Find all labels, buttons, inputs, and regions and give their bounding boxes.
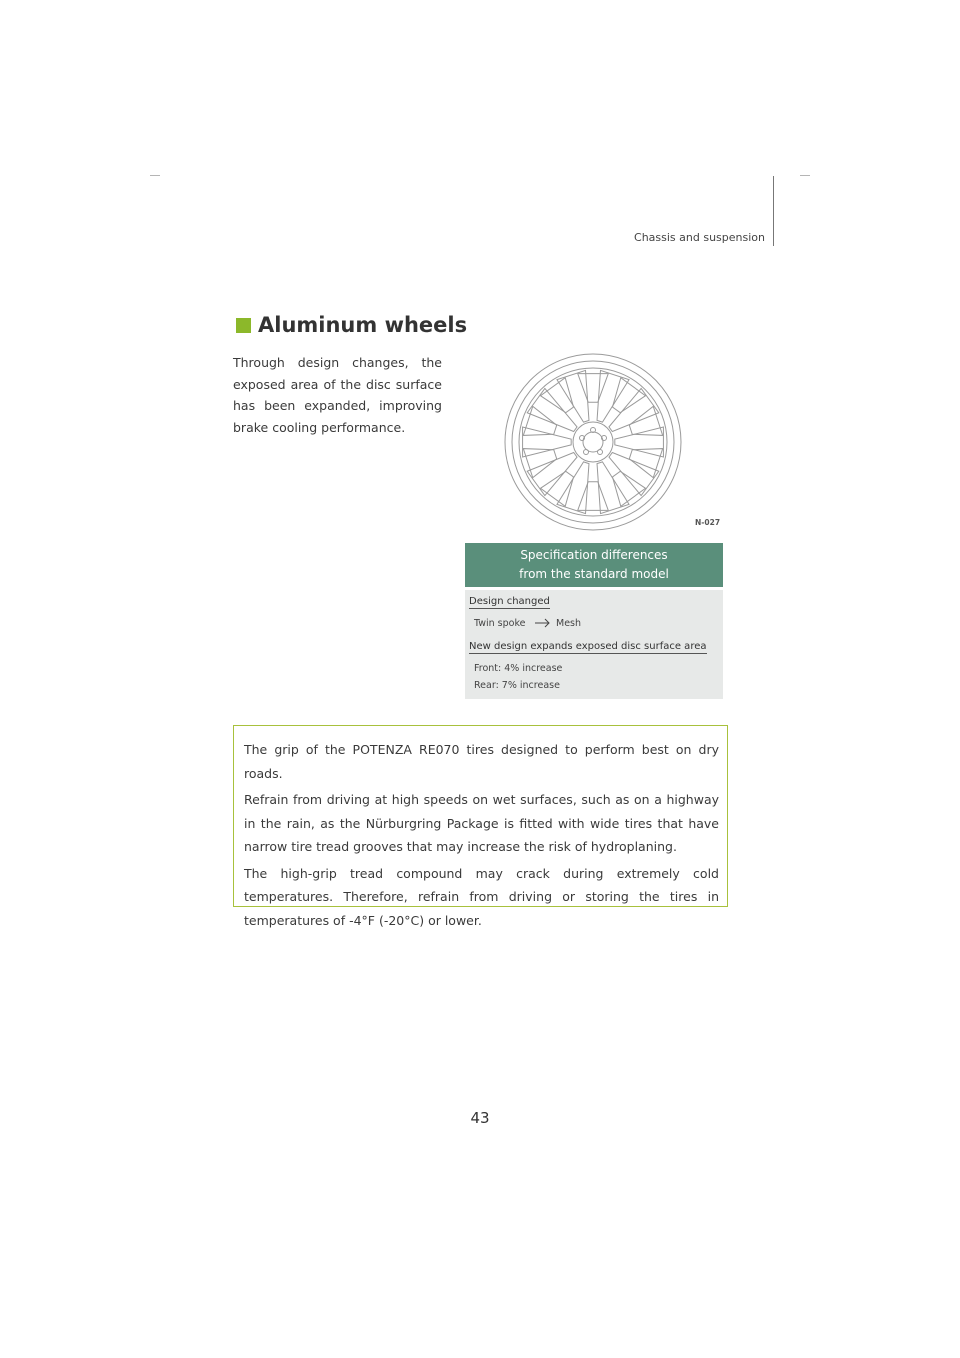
rear-increase: Rear: 7% increase — [474, 680, 560, 691]
design-from: Twin spoke — [474, 618, 526, 629]
spec-header — [465, 543, 723, 587]
design-changed-label: Design changed — [469, 596, 550, 607]
spec-header-line2: from the standard model — [519, 567, 669, 581]
note-box — [233, 725, 728, 928]
note-paragraph: The grip of the POTENZA RE070 tires designed to perform best on dry roads. — [244, 742, 719, 781]
arrow-right-icon — [533, 618, 553, 628]
page-number: 43 — [470, 1109, 490, 1127]
section-title: Aluminum wheels — [258, 313, 468, 337]
note-paragraph: Refrain from driving at high speeds on wet surfaces, such as on a highway in the rain, as the Nürburgring Package is fitted with wide tires that have narrow tire tread grooves that may increase the risk of hydroplaning. — [244, 792, 719, 854]
section-heading — [236, 313, 467, 337]
crop-mark — [150, 175, 160, 176]
figure-code: N-027 — [695, 518, 721, 527]
note-paragraph: The high-grip tread compound may crack during extremely cold temperatures. Therefore, refrain from driving or storing the tires in temperatures of -4°F (-20°C) or lower. — [244, 865, 719, 928]
design-to: Mesh — [556, 618, 582, 629]
heading-square-icon — [236, 318, 251, 333]
note-text — [244, 738, 719, 935]
header-divider — [773, 176, 774, 246]
spec-header-line1: Specification differences — [520, 548, 668, 562]
exposure-label: New design expands exposed disc surface area — [469, 641, 707, 652]
spec-body — [465, 590, 723, 699]
front-increase: Front: 4% increase — [474, 663, 563, 674]
crop-mark — [800, 175, 810, 176]
section-header-label: Chassis and suspension — [634, 231, 765, 244]
wheel-mesh-illustration — [500, 352, 722, 532]
intro-paragraph: Through design changes, the exposed area of the disc surface has been expanded, improving brake cooling performance. — [233, 355, 442, 435]
